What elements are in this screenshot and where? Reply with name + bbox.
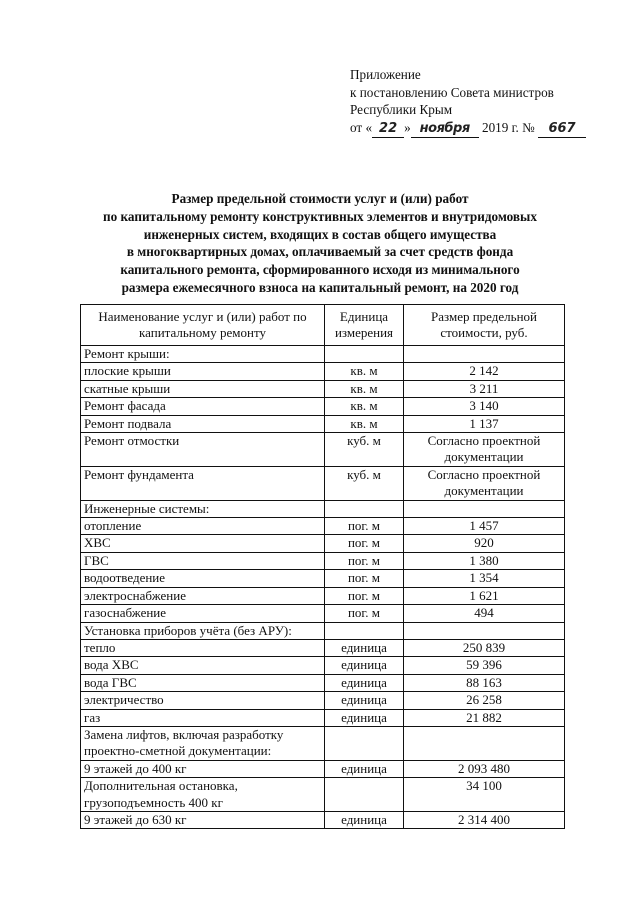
cell-price: 1 621 xyxy=(404,587,565,604)
table-row xyxy=(81,500,565,517)
appendix-line-3: Республики Крым xyxy=(350,102,453,117)
cell-name: ГВС xyxy=(81,552,325,569)
table-row xyxy=(81,587,565,604)
table-row xyxy=(81,380,565,397)
cell-price: 59 396 xyxy=(404,657,565,674)
cell-price xyxy=(404,622,565,639)
appendix-line-1: Приложение xyxy=(350,67,421,82)
handwritten-month: ноября xyxy=(411,120,479,139)
cell-unit: единица xyxy=(325,811,404,828)
table-row xyxy=(81,535,565,552)
cell-unit: единица xyxy=(325,657,404,674)
cell-unit xyxy=(325,622,404,639)
cell-name: вода ГВС xyxy=(81,674,325,691)
cell-unit: единица xyxy=(325,709,404,726)
table-row xyxy=(81,605,565,622)
table-row xyxy=(81,552,565,569)
table-row xyxy=(81,657,565,674)
cell-unit: куб. м xyxy=(325,433,404,467)
cell-unit: единица xyxy=(325,760,404,777)
cell-price: 88 163 xyxy=(404,674,565,691)
handwritten-number: 667 xyxy=(538,120,586,139)
table-row xyxy=(81,674,565,691)
table-row xyxy=(81,433,565,467)
cell-unit: пог. м xyxy=(325,535,404,552)
cell-price: 1 380 xyxy=(404,552,565,569)
cell-price: 920 xyxy=(404,535,565,552)
cell-price: 1 457 xyxy=(404,518,565,535)
date-year: 2019 г. № xyxy=(481,119,535,135)
date-prefix: от « xyxy=(350,119,373,135)
table-row xyxy=(81,778,565,812)
table-row xyxy=(81,466,565,500)
table-row xyxy=(81,346,565,363)
date-day-suffix: » xyxy=(404,119,411,135)
cell-name: Инженерные системы: xyxy=(81,500,325,517)
cell-unit xyxy=(325,778,404,812)
title-line: размера ежемесячного взноса на капитальный ремонт, на 2020 год xyxy=(121,279,519,295)
cell-price: 3 211 xyxy=(404,380,565,397)
table-row xyxy=(81,639,565,656)
cell-price: 3 140 xyxy=(404,398,565,415)
cell-name: ХВС xyxy=(81,535,325,552)
table-row xyxy=(81,570,565,587)
appendix-date-line xyxy=(350,119,586,139)
cell-name: электроснабжение xyxy=(81,587,325,604)
cell-name: электричество xyxy=(81,692,325,709)
cell-name: Ремонт фундамента xyxy=(81,466,325,500)
cell-unit xyxy=(325,346,404,363)
header-name: Наименование услуг и (или) работ по капитальному ремонту xyxy=(81,305,325,346)
cell-name: Ремонт подвала xyxy=(81,415,325,432)
cell-name: вода ХВС xyxy=(81,657,325,674)
table-row xyxy=(81,709,565,726)
cell-unit: кв. м xyxy=(325,363,404,380)
cell-name: Ремонт отмостки xyxy=(81,433,325,467)
cell-unit: пог. м xyxy=(325,518,404,535)
cell-price: 1 354 xyxy=(404,570,565,587)
title-line: капитального ремонта, сформированного исходя из минимального xyxy=(120,262,520,278)
cell-unit: кв. м xyxy=(325,380,404,397)
appendix-line-2: к постановлению Совета министров xyxy=(350,84,554,100)
cell-unit xyxy=(325,500,404,517)
table-row xyxy=(81,692,565,709)
table-row xyxy=(81,726,565,760)
cell-unit: пог. м xyxy=(325,552,404,569)
cell-price: 2 142 xyxy=(404,363,565,380)
table-body xyxy=(81,346,565,829)
cell-unit: пог. м xyxy=(325,605,404,622)
cell-name: Ремонт фасада xyxy=(81,398,325,415)
table-row xyxy=(81,398,565,415)
cell-unit: кв. м xyxy=(325,398,404,415)
table-row xyxy=(81,760,565,777)
cell-price: Согласно проектной документации xyxy=(404,466,565,500)
cell-unit: пог. м xyxy=(325,587,404,604)
cell-name: плоские крыши xyxy=(81,363,325,380)
cell-price: 2 314 400 xyxy=(404,811,565,828)
cell-name: 9 этажей до 400 кг xyxy=(81,760,325,777)
cell-name: Замена лифтов, включая разработку проектно-сметной документации: xyxy=(81,726,325,760)
handwritten-day: 22 xyxy=(372,120,404,139)
price-table xyxy=(80,304,565,829)
cell-unit: куб. м xyxy=(325,466,404,500)
cell-unit: единица xyxy=(325,674,404,691)
cell-unit: пог. м xyxy=(325,570,404,587)
cell-price xyxy=(404,726,565,760)
cell-price xyxy=(404,500,565,517)
cell-unit: кв. м xyxy=(325,415,404,432)
title-line: Размер предельной стоимости услуг и (или) работ xyxy=(171,191,469,206)
cell-name: водоотведение xyxy=(81,570,325,587)
cell-name: отопление xyxy=(81,518,325,535)
cell-name: Ремонт крыши: xyxy=(81,346,325,363)
cell-unit xyxy=(325,726,404,760)
table-row xyxy=(81,811,565,828)
cell-price: 250 839 xyxy=(404,639,565,656)
title-line: в многоквартирных домах, оплачиваемый за счет средств фонда xyxy=(126,244,514,260)
table-row xyxy=(81,415,565,432)
title-line: по капитальному ремонту конструктивных элементов и внутридомовых xyxy=(103,208,537,224)
cell-price: 1 137 xyxy=(404,415,565,432)
table-header-row xyxy=(81,305,565,346)
cell-unit: единица xyxy=(325,692,404,709)
cell-price: 21 882 xyxy=(404,709,565,726)
cell-price: 2 093 480 xyxy=(404,760,565,777)
title-line: инженерных систем, входящих в состав общего имущества xyxy=(143,226,497,242)
cell-price: Согласно проектной документации xyxy=(404,433,565,467)
cell-name: газ xyxy=(81,709,325,726)
table-row xyxy=(81,518,565,535)
table-row xyxy=(81,622,565,639)
cell-price xyxy=(404,346,565,363)
cell-unit: единица xyxy=(325,639,404,656)
appendix-header xyxy=(350,66,586,138)
document-title xyxy=(70,190,570,297)
table-row xyxy=(81,363,565,380)
header-unit: Единица измерения xyxy=(325,305,404,346)
cell-name: Дополнительная остановка, грузоподъемность 400 кг xyxy=(81,778,325,812)
cell-price: 34 100 xyxy=(404,778,565,812)
cell-price: 26 258 xyxy=(404,692,565,709)
header-price: Размер предельной стоимости, руб. xyxy=(404,305,565,346)
cell-name: тепло xyxy=(81,639,325,656)
cell-name: Установка приборов учёта (без АРУ): xyxy=(81,622,325,639)
cell-name: газоснабжение xyxy=(81,605,325,622)
cell-name: 9 этажей до 630 кг xyxy=(81,811,325,828)
cell-name: скатные крыши xyxy=(81,380,325,397)
cell-price: 494 xyxy=(404,605,565,622)
